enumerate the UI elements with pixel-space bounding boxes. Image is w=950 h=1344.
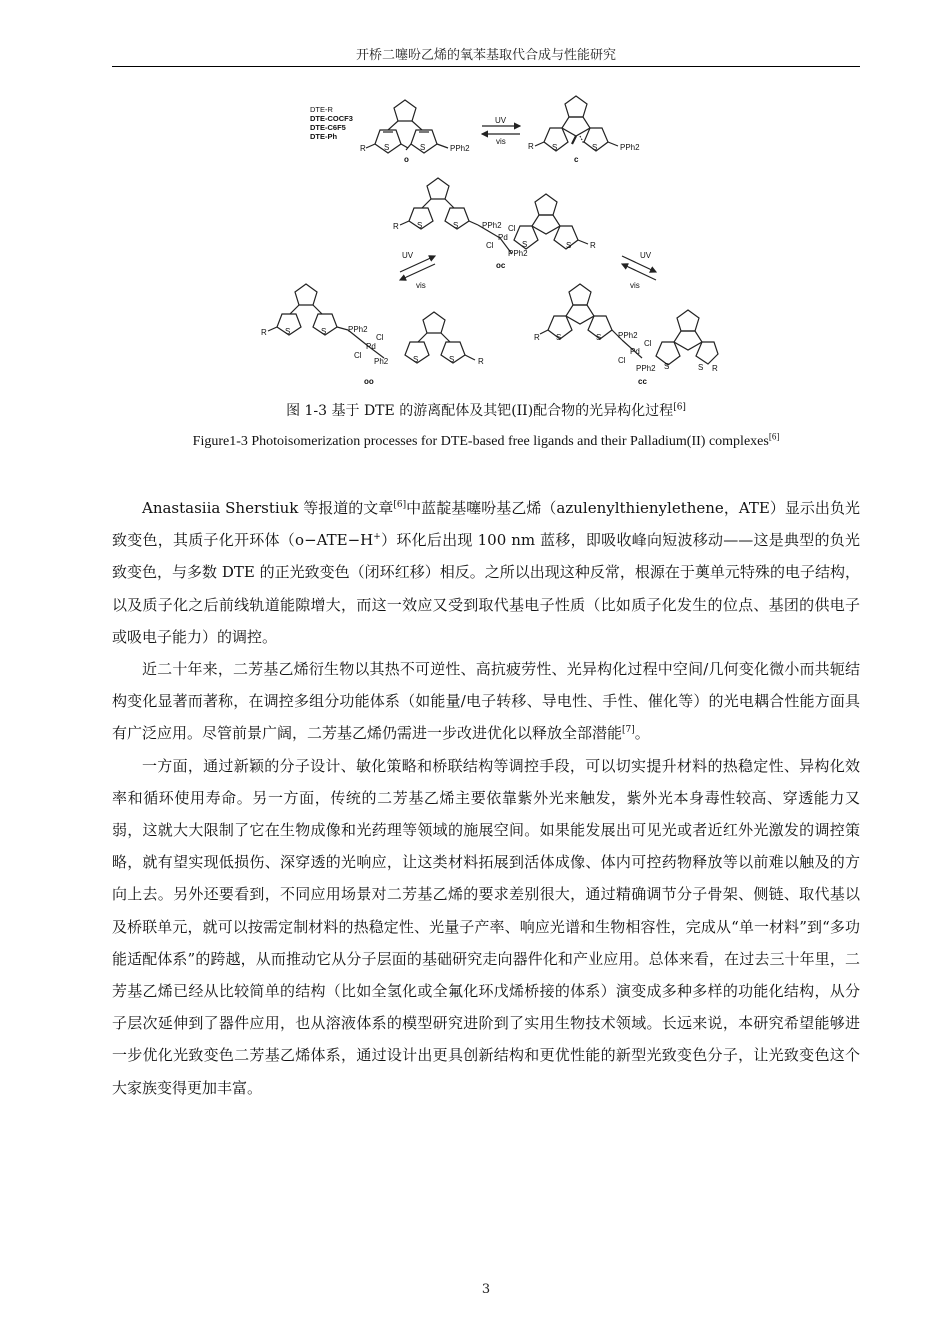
label-s-cc2: S xyxy=(596,333,602,342)
label-cl-oo2: Cl xyxy=(354,351,362,360)
paragraph-3: 一方面，通过新颖的分子设计、敏化策略和桥联结构等调控手段，可以切实提升材料的热稳定性、异构化效率和循环使用寿命。另一方面，传统的二芳基乙烯主要依靠紫外光来触发，紫外光本身毒性较高、穿透能力又弱，这就大大限制了它在生物成像和光药理等领域的施展空间。如果能发展出可见光或者近红外光激发的调控策略，就有望实现低损伤、深穿透的光响应，让这类材料拓展到活体成像、体内可控药物释放等以前难以触及的方向上去。另外还要看到，不同应用场景对二芳基乙烯的要求差别很大，通过精确调节分子骨架、侧链、取代基以及桥联单元，就可以按需定制材料的热稳定性、光量子产率、响应光谱和生物相容性，完成从“单一材料”到“多功能适配体系”的跨越，从而推动它从分子层面的基础研究走向器件化和产业应用。总体来看，在过去三十年里，二芳基乙烯已经从比较简单的结构（比如全氢化或全氟化环戊烯桥接的体系）演变成多种多样的功能化结构，从分子层次延伸到了器件应用，也从溶液体系的模型研究进阶到了实用生物技术领域。长远来说，本研究希望能够进一步优化光致变色二芳基乙烯体系，通过设计出更具创新结构和更优性能的新型光致变色分子，让光致变色这个大家族变得更加丰富。 xyxy=(112,756,860,1097)
vis-left-arrow xyxy=(400,264,435,280)
complex-oo xyxy=(268,284,475,363)
caption-en-ref[interactable]: [6] xyxy=(768,431,780,442)
caption-en-text: Figure1-3 Photoisomerization processes for DTE-based free ligands and their Palladium(II) complexes xyxy=(192,434,769,449)
p2-text-b: 。 xyxy=(634,724,650,743)
header-rule xyxy=(112,66,860,67)
paragraph-1 xyxy=(112,492,860,653)
label-r-cc2: R xyxy=(712,364,718,373)
label-dte-cocf3: DTE-COCF3 xyxy=(310,114,353,123)
ligand-open-o xyxy=(366,100,448,153)
label-uv-right: UV xyxy=(640,251,652,260)
label-s-o2: S xyxy=(420,143,426,152)
label-pd-oo: Pd xyxy=(366,342,376,351)
photoisomerization-scheme xyxy=(250,88,720,388)
figure-caption-en xyxy=(112,431,860,450)
label-dte-ph: DTE-Ph xyxy=(310,132,338,141)
label-cl-cc1: Cl xyxy=(644,339,652,348)
label-uv-left: UV xyxy=(402,251,414,260)
label-s-c1: S xyxy=(552,143,558,152)
vis-right-arrow xyxy=(622,264,656,280)
label-dte-c6f5: DTE-C6F5 xyxy=(310,123,346,132)
label-r-oo: R xyxy=(261,328,267,337)
label-s-cc1: S xyxy=(556,333,562,342)
label-r-oc2: R xyxy=(590,241,596,250)
complex-cc xyxy=(540,284,718,365)
complex-oc xyxy=(400,178,588,254)
label-s-oo1: S xyxy=(285,327,291,336)
label-p-oo: Ph2 xyxy=(374,357,389,366)
label-s-cc3: S xyxy=(664,362,670,371)
caption-zh-ref[interactable]: [6] xyxy=(673,402,686,413)
label-pph2-oc: PPh2 xyxy=(482,221,502,230)
p2-ref[interactable]: [7] xyxy=(622,725,635,736)
running-header: 开桥二噻吩乙烯的氧苯基取代合成与性能研究 xyxy=(355,48,616,63)
label-s-oc1: S xyxy=(417,221,423,230)
label-oo: oo xyxy=(364,377,374,386)
label-vis-top: vis xyxy=(496,137,506,146)
ligand-closed-c xyxy=(535,96,618,151)
label-s-oo2: S xyxy=(321,327,327,336)
figure-caption-zh xyxy=(112,400,860,420)
paragraph-2 xyxy=(112,653,860,750)
body-text xyxy=(112,492,860,1104)
label-s-oc4: S xyxy=(566,241,572,250)
label-cl-cc2: Cl xyxy=(618,356,626,365)
label-o: o xyxy=(404,155,409,164)
label-pph2-c: PPh2 xyxy=(620,143,640,152)
p1-text-c: ）环化后出现 100 nm 蓝移，即吸收峰向短波移动——这是典型的负光致变色，与多数 DTE 的正光致变色（闭环红移）相反。之所以出现这种反常，根源在于薁单元特殊的电子结构，以及质子化之后前线轨道能隙增大，而这一效应又受到取代基电子性质（比如质子化发生的位点、基团的供电子或吸电子能力）的调控。 xyxy=(112,531,860,646)
label-oc: oc xyxy=(496,261,506,270)
page-number: 3 xyxy=(481,1282,491,1297)
scheme-svg xyxy=(250,88,720,388)
label-s-cc4: S xyxy=(698,363,704,372)
label-r-oo2: R xyxy=(478,357,484,366)
label-vis-right: vis xyxy=(630,281,640,290)
label-cl-oc2: Cl xyxy=(486,241,494,250)
label-cc: cc xyxy=(638,377,647,386)
p1-ref[interactable]: [6] xyxy=(393,500,407,510)
caption-zh-text: 图 1-3 基于 DTE 的游离配体及其钯(II)配合物的光异构化过程 xyxy=(286,403,674,419)
label-pph2-cc2: PPh2 xyxy=(636,364,656,373)
label-s-o1: S xyxy=(384,143,390,152)
label-dte-r: DTE-R xyxy=(310,105,333,114)
label-s-oo4: S xyxy=(449,355,455,364)
label-s-oc2: S xyxy=(453,221,459,230)
p1-text-a: Anastasiia Sherstiuk 等报道的文章 xyxy=(142,499,394,517)
p1-text-b: 中蓝靛基噻吩基乙烯（azulenylthienylethene，ATE）显示出负光致变色，其质子化开环体（o−ATE−H xyxy=(112,499,860,550)
label-pph2-oo: PPh2 xyxy=(348,325,368,334)
label-r-cc: R xyxy=(534,333,540,342)
label-pph2-oc2: PPh2 xyxy=(508,249,528,258)
label-pph2-cc: PPh2 xyxy=(618,331,638,340)
label-pd-oc: Pd xyxy=(498,233,508,242)
p1-superscript-plus: + xyxy=(373,532,381,543)
label-r-c: R xyxy=(528,142,534,151)
label-pd-cc: Pd xyxy=(630,347,640,356)
label-c: c xyxy=(574,155,579,164)
p2-text-a: 近二十年来，二芳基乙烯衍生物以其热不可逆性、高抗疲劳性、光异构化过程中空间/几何变化微小而共轭结构变化显著而著称，在调控多组分功能体系（如能量/电子转移、导电性、手性、催化等）的光电耦合性能方面具有广泛应用。尽管前景广阔，二芳基乙烯仍需进一步改进优化以释放全部潜能 xyxy=(112,660,860,743)
label-pph2-o: PPh2 xyxy=(450,144,470,153)
label-s-c2: S xyxy=(592,143,598,152)
label-s-oc3: S xyxy=(522,240,528,249)
label-r-oc: R xyxy=(393,222,399,231)
label-r-o: R xyxy=(360,144,366,153)
label-vis-left: vis xyxy=(416,281,426,290)
label-s-oo3: S xyxy=(413,355,419,364)
label-uv-top: UV xyxy=(495,116,507,125)
label-cl-oc1: Cl xyxy=(508,224,516,233)
label-cl-oo1: Cl xyxy=(376,333,384,342)
